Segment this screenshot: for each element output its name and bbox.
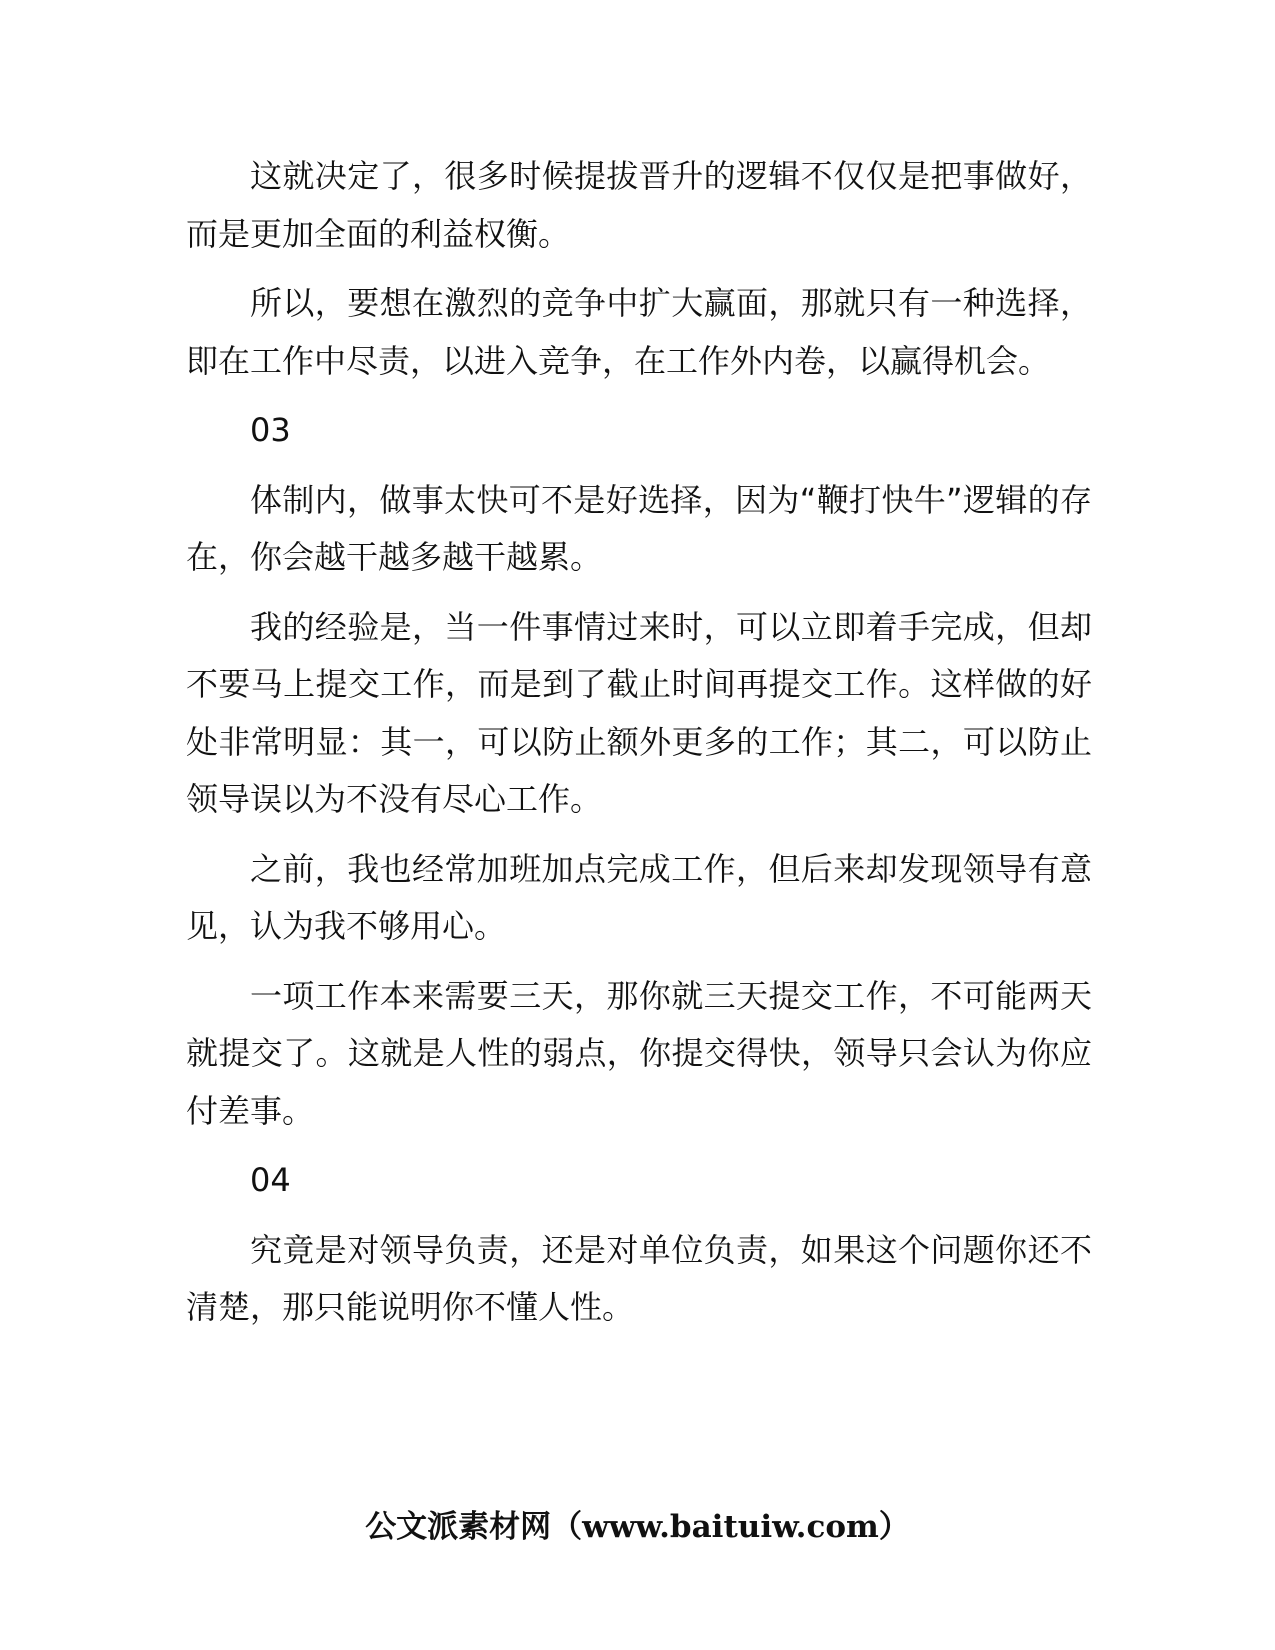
paragraph: 我的经验是，当一件事情过来时，可以立即着手完成，但却不要马上提交工作，而是到了截止时间再提交工作。这样做的好处非常明显：其一，可以防止额外更多的工作；其二，可以防止领导误以为不没有尽心工作。	[186, 607, 1092, 818]
section-number: 03	[250, 411, 291, 449]
paragraph: 究竟是对领导负责，还是对单位负责，如果这个问题你还不清楚，那只能说明你不懂人性。	[186, 1230, 1092, 1326]
document-body	[186, 148, 1092, 1349]
section-number: 04	[250, 1161, 291, 1199]
paragraph: 体制内，做事太快可不是好选择，因为“鞭打快牛”逻辑的存在，你会越干越多越干越累。	[186, 480, 1092, 576]
paragraph: 一项工作本来需要三天，那你就三天提交工作，不可能两天就提交了。这就是人性的弱点，你提交得快，领导只会认为你应付差事。	[186, 976, 1092, 1130]
paragraph: 之前，我也经常加班加点完成工作，但后来却发现领导有意见，认为我不够用心。	[186, 849, 1092, 945]
paragraph: 这就决定了，很多时候提拔晋升的逻辑不仅仅是把事做好，而是更加全面的利益权衡。	[186, 157, 1092, 253]
paragraph: 所以，要想在激烈的竞争中扩大赢面，那就只有一种选择，即在工作中尽责，以进入竞争，在工作外内卷，以赢得机会。	[186, 284, 1092, 380]
footer-watermark: 公文派素材网（www.baituiw.com）	[365, 1509, 910, 1545]
